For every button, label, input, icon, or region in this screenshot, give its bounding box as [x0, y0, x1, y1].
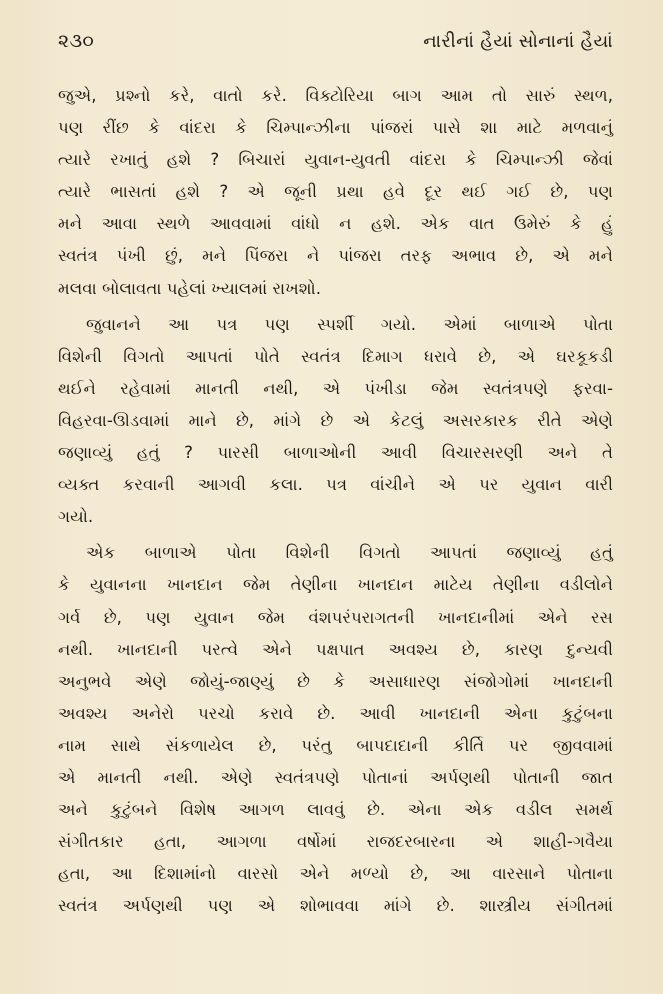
text-line: અને કુટુંબને વિશેષ આગળ લાવવું છે. એના એક વડીલ સમર્થ — [58, 800, 613, 820]
page-number: ૨૩૦ — [58, 30, 95, 52]
text-line: અનુભવે એણે જોયું-જાણ્યું છે કે અસાધારણ સંજોગોમાં ખાનદાની — [58, 671, 613, 691]
text-line: કે યુવાનના ખાનદાન જેમ તેણીના ખાનદાન માટેય તેણીના વડીલોને — [58, 575, 613, 595]
text-line: એ માનતી નથી. એણે સ્વતંત્રપણે પોતાનાં અર્પણથી પોતાની જાત — [58, 767, 613, 787]
running-title: નારીનાં હૈયાં સોનાનાં હૈયાં — [423, 31, 613, 52]
text-line: થઈને રહેવામાં માનતી નથી, એ પંખીડા જેમ સ્વતંત્રપણે ફરવા- — [58, 378, 613, 398]
text-line: ત્યારે રખાતું હશે ? બિચારાં યુવાન-યુવતી વાંદરા કે ચિમ્પાન્ઝી જેવાં — [58, 150, 613, 170]
text-line: ગયો. — [58, 507, 94, 527]
text-line: જુએ, પ્રશ્નો કરે, વાતો કરે. વિક્ટોરિયા બાગ આમ તો સારું સ્થળ, — [58, 86, 613, 105]
text-line: મને આવા સ્થળે આવવામાં વાંધો ન હશે. એક વાત ઉમેરું કે હું — [58, 214, 613, 234]
text-line: ગર્વ છે, પણ યુવાન જેમ વંશપરંપરાગતની ખાનદાનીમાં એને રસ — [58, 607, 613, 627]
text-line: જુવાનને આ પત્ર પણ સ્પર્શી ગયો. એમાં બાળાએ પોતા — [86, 314, 613, 334]
text-line: નામ સાથે સંકળાયેલ છે, પરંતુ બાપદાદાની કીર્તિ પર જીવવામાં — [58, 735, 613, 755]
paragraph — [58, 80, 613, 305]
paragraph — [58, 537, 613, 922]
text-line: પણ રીંછ કે વાંદરા કે ચિમ્પાન્ઝીના પાંજરાં પાસે શા માટે મળવાનું — [58, 118, 613, 138]
page-header — [58, 30, 613, 72]
text-line: સ્વતંત્ર પંખી છું, મને પિંજરા ને પાંજરા તરફ અભાવ છે, એ મને — [58, 246, 613, 266]
text-line: સંગીતકાર હતા, આગળા વર્ષોમાં રાજદરબારના એ શાહી-ગવૈયા — [58, 832, 613, 852]
text-line: વ્યક્ત કરવાની આગવી કલા. પત્ર વાંચીને એ પર યુવાન વારી — [58, 475, 613, 495]
text-line: મલવા બોલાવતા પહેલાં ખ્યાલમાં રાખશો. — [58, 278, 321, 298]
text-line: ત્યારે ભાસતાં હશે ? એ જૂની પ્રથા હવે દૂર થઈ ગઈ છે, પણ — [58, 182, 613, 202]
text-line: અવશ્ય અનેરો પરચો કરાવે છે. આવી ખાનદાની એના કુટુંબના — [58, 703, 613, 723]
text-line: હતા, આ દિશામાંનો વારસો એને મળ્યો છે, આ વારસાને પોતાના — [58, 864, 613, 884]
body-text — [58, 80, 613, 922]
text-line: જણાવ્યું હતું ? પારસી બાળાઓની આવી વિચારસરણી અને તે — [58, 443, 613, 463]
text-line: એક બાળાએ પોતા વિશેની વિગતો આપતાં જણાવ્યું હતું — [86, 543, 613, 563]
text-line: વિહરવા-ઊડવામાં માને છે, માંગે છે એ કેટલું અસરકારક રીતે એણે — [58, 410, 613, 430]
text-line: વિશેની વિગતો આપતાં પોતે સ્વતંત્ર દિમાગ ધરાવે છે, એ ઘરકૂકડી — [58, 346, 613, 366]
text-line: સ્વતંત્ર અર્પણથી પણ એ શોભાવવા માંગે છે. શાસ્ત્રીય સંગીતમાં — [58, 896, 613, 916]
paragraph — [58, 309, 613, 534]
text-line: નથી. ખાનદાની પરત્વે એને પક્ષપાત અવશ્ય છે, કારણ દુન્યવી — [58, 639, 613, 659]
